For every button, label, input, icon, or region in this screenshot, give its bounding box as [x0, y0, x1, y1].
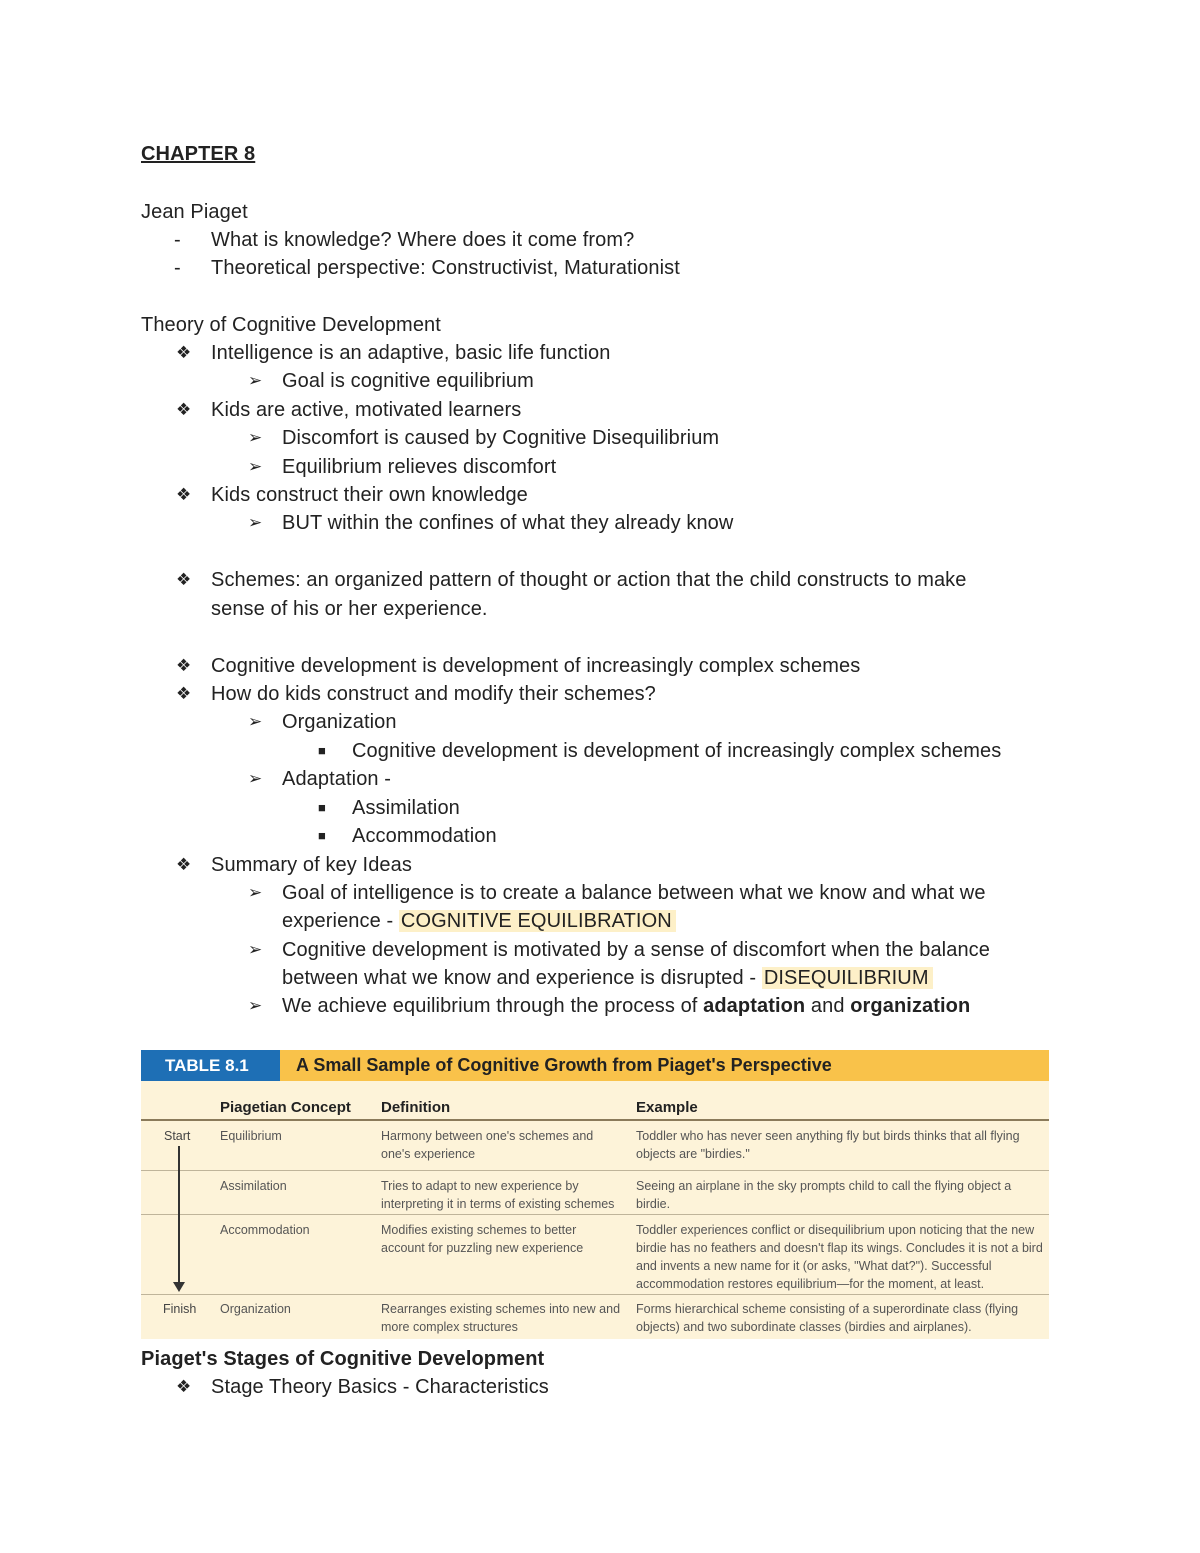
table-header-concept: Piagetian Concept [220, 1099, 351, 1116]
table-label: TABLE 8.1 [141, 1050, 280, 1081]
diamond-bullet-icon: ❖ [176, 570, 192, 589]
table-header-definition: Definition [381, 1099, 451, 1116]
text-run: experience - [282, 910, 399, 932]
square-bullet-icon: ■ [318, 800, 326, 815]
list-item-continued [282, 964, 933, 992]
finish-label: Finish [163, 1302, 197, 1316]
arrow-bullet-icon: ➢ [248, 940, 263, 959]
table-cell-example: Forms hierarchical scheme consisting of a superordinate class (flying objects) and two subordinate classes (birdies and airplanes). [636, 1302, 1019, 1334]
list-item [282, 992, 970, 1020]
list-item: How do kids construct and modify their schemes? [211, 683, 656, 705]
table-cell-concept: Organization [220, 1302, 291, 1316]
highlight-disequilibrium: DISEQUILIBRIUM [762, 967, 933, 989]
dash-icon: - [174, 257, 181, 279]
arrow-bullet-icon: ➢ [248, 371, 263, 390]
chapter-heading: CHAPTER 8 [141, 143, 256, 165]
arrow-bullet-icon: ➢ [248, 457, 263, 476]
table-cell-concept: Equilibrium [220, 1129, 282, 1143]
list-item: Accommodation [352, 825, 497, 847]
bold-adaptation: adaptation [703, 995, 806, 1017]
list-item: Stage Theory Basics - Characteristics [211, 1376, 549, 1398]
dash-icon: - [174, 229, 181, 251]
table-cell-definition: Harmony between one's schemes and one's experience [381, 1129, 594, 1161]
arrow-bullet-icon: ➢ [248, 769, 263, 788]
arrow-bullet-icon: ➢ [248, 513, 263, 532]
table-cell-definition: Modifies existing schemes to better account for puzzling new experience [381, 1223, 584, 1255]
list-item: Cognitive development is development of increasingly complex schemes [352, 740, 1002, 762]
table-row-divider [141, 1170, 1049, 1171]
highlight-equilibration: COGNITIVE EQUILIBRATION [399, 910, 676, 932]
diamond-bullet-icon: ❖ [176, 343, 192, 362]
list-item: Goal of intelligence is to create a balance between what we know and what we [282, 882, 986, 904]
piaget-item: What is knowledge? Where does it come from? [211, 229, 635, 251]
table-row-divider [141, 1214, 1049, 1215]
text-run: and [805, 995, 851, 1017]
list-item: Equilibrium relieves discomfort [282, 456, 557, 478]
text-run: We achieve equilibrium through the process of [282, 995, 704, 1017]
table-cell-concept: Accommodation [220, 1223, 310, 1237]
arrow-bullet-icon: ➢ [248, 712, 263, 731]
diamond-bullet-icon: ❖ [176, 485, 192, 504]
list-item: Summary of key Ideas [211, 854, 412, 876]
square-bullet-icon: ■ [318, 743, 326, 758]
table-cell-concept: Assimilation [220, 1179, 287, 1193]
list-item: Cognitive development is development of increasingly complex schemes [211, 655, 861, 677]
progression-arrow-shaft [178, 1146, 180, 1284]
list-item: Assimilation [352, 797, 460, 819]
square-bullet-icon: ■ [318, 828, 326, 843]
list-item: Cognitive development is motivated by a sense of discomfort when the balance [282, 939, 990, 961]
table-cell-definition: Rearranges existing schemes into new and more complex structures [381, 1302, 621, 1334]
table-cell-example: Seeing an airplane in the sky prompts child to call the flying object a birdie. [636, 1179, 1012, 1211]
table-header-rule [141, 1119, 1049, 1121]
list-item: Schemes: an organized pattern of thought or action that the child constructs to make [211, 569, 967, 591]
text-run: between what we know and experience is disrupted - [282, 967, 762, 989]
list-item: Kids construct their own knowledge [211, 484, 528, 506]
piaget-item: Theoretical perspective: Constructivist, Maturationist [211, 257, 680, 279]
table-title: A Small Sample of Cognitive Growth from Piaget's Perspective [280, 1050, 1049, 1081]
table-header-example: Example [636, 1099, 698, 1116]
diamond-bullet-icon: ❖ [176, 1377, 192, 1396]
list-item: Kids are active, motivated learners [211, 399, 522, 421]
arrow-bullet-icon: ➢ [248, 428, 263, 447]
bold-organization: organization [850, 995, 971, 1017]
list-item: BUT within the confines of what they already know [282, 512, 734, 534]
stages-heading: Piaget's Stages of Cognitive Development [141, 1348, 545, 1370]
list-item: Intelligence is an adaptive, basic life function [211, 342, 611, 364]
table-row-divider [141, 1294, 1049, 1295]
arrow-bullet-icon: ➢ [248, 883, 263, 902]
table-cell-definition: Tries to adapt to new experience by interpreting it in terms of existing schemes [381, 1179, 615, 1211]
down-arrow-icon [173, 1282, 185, 1292]
diamond-bullet-icon: ❖ [176, 855, 192, 874]
diamond-bullet-icon: ❖ [176, 656, 192, 675]
list-item-continued: sense of his or her experience. [211, 598, 488, 620]
diamond-bullet-icon: ❖ [176, 684, 192, 703]
start-label: Start [164, 1129, 191, 1143]
list-item: Adaptation - [282, 768, 392, 790]
piaget-name: Jean Piaget [141, 201, 248, 223]
list-item: Goal is cognitive equilibrium [282, 370, 534, 392]
diamond-bullet-icon: ❖ [176, 400, 192, 419]
table-cell-example: Toddler who has never seen anything fly but birds thinks that all flying objects are "birdies." [636, 1129, 1020, 1161]
theory-title: Theory of Cognitive Development [141, 314, 441, 336]
list-item: Organization [282, 711, 397, 733]
list-item: Discomfort is caused by Cognitive Disequilibrium [282, 427, 720, 449]
table-cell-example: Toddler experiences conflict or disequilibrium upon noticing that the new birdie has no feathers and doesn't flap its wings. Concludes it is not a bird and invents a new name for it (or asks, "What dat?"). Successful accommodation restores equilibrium—for the moment, at least. [636, 1223, 1043, 1291]
arrow-bullet-icon: ➢ [248, 996, 263, 1015]
list-item-continued [282, 907, 676, 935]
